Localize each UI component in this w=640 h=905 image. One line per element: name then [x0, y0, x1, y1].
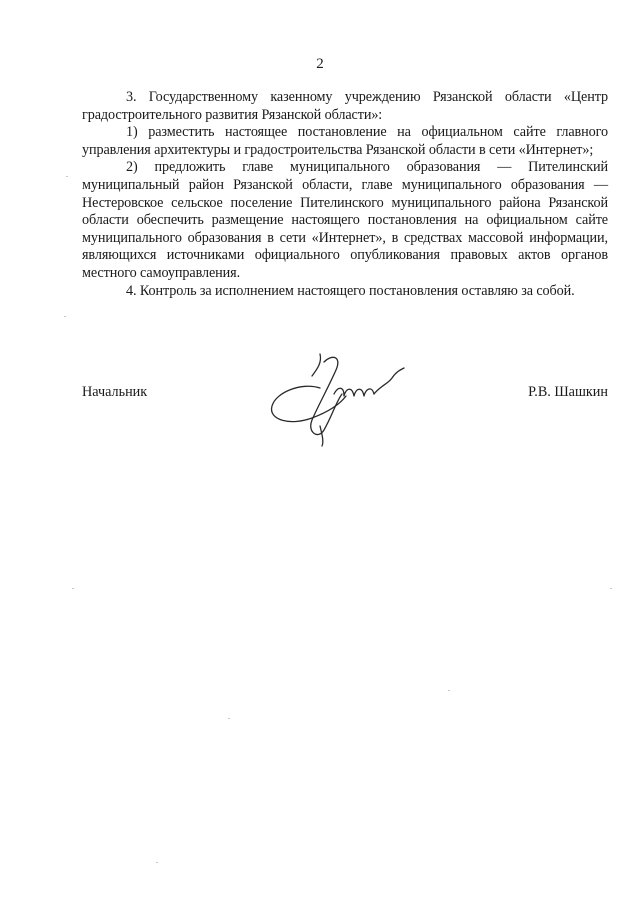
page-number: 2 — [316, 56, 324, 72]
signatory-name: Р.В. Шашкин — [528, 384, 608, 400]
scan-speck — [448, 690, 450, 691]
scan-speck — [156, 862, 158, 863]
scan-speck — [72, 588, 74, 589]
handwritten-signature — [262, 348, 412, 448]
scan-speck — [610, 588, 612, 589]
document-body — [82, 89, 608, 300]
scan-speck — [228, 718, 230, 719]
scan-speck — [64, 316, 66, 317]
scan-speck — [66, 176, 68, 177]
signatory-title: Начальник — [82, 384, 148, 400]
paragraph-3: 3. Государственному казенному учреждению Рязанской области «Центр градостроительного развития Рязанской области»: — [82, 89, 608, 123]
paragraph-3-2: 2) предложить главе муниципального образования — Пителинский муниципальный район Рязанской области, главе муниципального образования — Нестеровское сельское поселение Пителинского муниципального района Рязанской области обеспечить размещение настоящего постановления на официальном сайте муниципального образования в сети «Интернет», в средствах массовой информации, являющихся источниками официального опубликования правовых актов органов местного самоуправления. — [82, 159, 608, 281]
paragraph-4: 4. Контроль за исполнением настоящего постановления оставляю за собой. — [126, 282, 575, 299]
paragraph-3-1: 1) разместить настоящее постановление на официальном сайте главного управления архитектуры и градостроительства Рязанской области в сети «Интернет»; — [82, 124, 608, 158]
